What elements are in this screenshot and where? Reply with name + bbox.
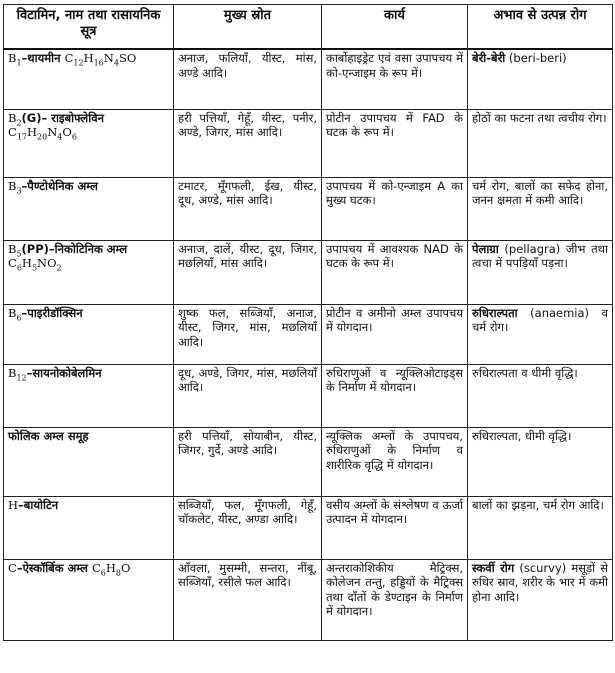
- disease-description: चर्म रोग, बालों का सफेद होना, जनन क्षमता में कमी आदि।: [472, 178, 608, 207]
- vitamin-name-cell: [4, 496, 174, 559]
- source-cell: शुष्क फल, सब्जियाँ, अनाज, यीस्ट, जिगर, मांस, मछलियाँ आदि।: [174, 304, 322, 364]
- vitamin-subscript: 2: [16, 117, 22, 127]
- function-cell: उपापचय में आवश्यक NAD के घटक के रूप में।: [322, 240, 468, 304]
- formula-subscript: 6: [100, 567, 106, 577]
- function-cell: अन्तराकोशिकीय मैट्रिक्स, कोलेजन तन्तु, हड्डियों के मैट्रिक्स तथा दाँतों के डेण्टाइन के निर्माण में योगदान।: [322, 559, 468, 640]
- formula-subscript: 5: [31, 263, 38, 273]
- vitamin-letter: C: [8, 560, 17, 575]
- table-row: [4, 240, 613, 304]
- formula-subscript: 6: [71, 132, 77, 142]
- function-cell: कार्बोहाइड्रेट एवं वसा उपापचय में को-एन्जाइम के रूप में।: [322, 49, 468, 109]
- vitamin-name-cell: [4, 109, 174, 177]
- vitamin-name: –ऐस्कॉर्बिक अम्ल: [16, 560, 88, 575]
- disease-description: (pellagra) जीभ तथा त्वचा में पपड़ियाँ पड़ना।: [472, 241, 608, 270]
- deficiency-cell: [468, 240, 613, 304]
- formula-element: O: [62, 125, 72, 139]
- vitamin-letter: B: [8, 178, 17, 193]
- vitamin-name-cell: [4, 559, 174, 640]
- table-row: [4, 49, 613, 109]
- formula-element: O: [121, 560, 131, 575]
- source-cell: अनाज, दालें, यीस्ट, दूध, जिगर, मछलियाँ, मांस आदि।: [174, 240, 322, 304]
- formula-element: H: [21, 256, 32, 270]
- formula-element: C: [91, 560, 101, 575]
- formula-subscript: 4: [113, 58, 119, 68]
- disease-description: बालों का झड़ना, चर्म रोग आदि।: [472, 497, 604, 512]
- formula-subscript: 4: [57, 132, 63, 142]
- disease-description: रुधिराल्पता, धीमी वृद्धि।: [472, 428, 572, 443]
- vitamin-table: [3, 4, 613, 641]
- deficiency-cell: [468, 177, 613, 240]
- disease-name: बेरी-बेरी: [472, 51, 506, 65]
- formula-subscript: 17: [16, 132, 27, 142]
- disease-description: होठों का फटना तथा त्वचीय रोग।: [472, 110, 607, 125]
- deficiency-cell: [468, 364, 613, 427]
- vitamin-name-cell: [4, 49, 174, 109]
- vitamin-name-cell: [4, 240, 174, 304]
- formula-subscript: 2: [56, 263, 62, 273]
- vitamin-name: –पाइरीडॉक्सिन: [21, 305, 83, 320]
- formula-subscript: 16: [93, 58, 104, 68]
- source-cell: अनाज, फलियाँ, यीस्ट, मांस, अण्डे आदि।: [174, 49, 322, 109]
- chemical-formula: [92, 561, 130, 575]
- formula-subscript: 6: [16, 263, 22, 273]
- table-row: [4, 496, 613, 559]
- formula-element: SO: [118, 51, 137, 65]
- vitamin-letter: H: [8, 497, 19, 512]
- vitamin-name: फोलिक अम्ल समूह: [8, 428, 89, 443]
- table-row: [4, 427, 613, 496]
- table-row: [4, 109, 613, 177]
- vitamin-subscript: 1: [16, 58, 22, 68]
- source-cell: सब्जियाँ, फल, मूँगफली, गेहूँ, चॉकलेट, यीस्ट, अण्डा आदि।: [174, 496, 322, 559]
- header-vitamin: विटामिन, नाम तथा रासायनिक सूत्र: [4, 5, 174, 50]
- source-cell: हरी पत्तियाँ, सोयाबीन, यीस्ट, जिगर, गुर्दे, अण्डे आदि।: [174, 427, 322, 496]
- header-function: कार्य: [322, 5, 468, 50]
- chemical-formula: [64, 51, 137, 68]
- deficiency-cell: [468, 49, 613, 109]
- formula-element: H: [27, 125, 38, 139]
- vitamin-name: –पैण्टोथेनिक अम्ल: [21, 178, 98, 193]
- vitamin-subscript: 3: [16, 185, 22, 195]
- formula-subscript: 12: [73, 58, 84, 68]
- vitamin-letter: B: [8, 365, 17, 380]
- vitamin-letter: B: [8, 305, 17, 320]
- source-cell: आँवला, मुसम्मी, सन्तरा, नींबू, सब्जियाँ, रसीले फल आदि।: [174, 559, 322, 640]
- disease-description: (scurvy) मसूड़ों से रुधिर स्राव, शरीर के भार में कमी होना आदि।: [472, 560, 608, 604]
- vitamin-letter: B: [8, 241, 17, 256]
- deficiency-cell: [468, 109, 613, 177]
- function-cell: प्रोटीन उपापचय में FAD के घटक के रूप में।: [322, 109, 468, 177]
- vitamin-name: (G)– राइबोफ्लेविन: [21, 110, 104, 125]
- source-cell: टमाटर, मूँगफली, ईख, यीस्ट, दूध, अण्डे, मांस आदि।: [174, 177, 322, 240]
- formula-element: C: [64, 51, 74, 65]
- formula-element: NO: [37, 256, 57, 270]
- table-body: [4, 49, 613, 640]
- table-row: [4, 177, 613, 240]
- vitamin-subscript: 12: [16, 372, 27, 382]
- deficiency-cell: [468, 559, 613, 640]
- function-cell: रुधिराणुओं व न्यूक्लिओटाइड्स के निर्माण में योगदान।: [322, 364, 468, 427]
- vitamin-subscript: 5: [16, 248, 22, 258]
- vitamin-name-cell: [4, 304, 174, 364]
- disease-name: रुधिराल्पता: [472, 305, 518, 320]
- vitamin-name: –थायमीन: [21, 51, 61, 65]
- function-cell: न्यूक्लिक अम्लों के उपापचय, रुधिराणुओं के निर्माण व शारीरिक वृद्धि में योगदान।: [322, 427, 468, 496]
- formula-element: N: [103, 51, 114, 65]
- vitamin-name-cell: [4, 427, 174, 496]
- vitamin-name-cell: [4, 177, 174, 240]
- function-cell: प्रोटीन व अमीनो अम्ल उपापचय में योगदान।: [322, 304, 468, 364]
- vitamin-name-cell: [4, 364, 174, 427]
- header-deficiency: अभाव से उत्पन्न रोग: [468, 5, 613, 50]
- chemical-formula: [8, 256, 62, 273]
- deficiency-cell: [468, 427, 613, 496]
- formula-element: H: [83, 51, 94, 65]
- table-row: [4, 559, 613, 640]
- disease-description: रुधिराल्पता व धीमी वृद्धि।: [472, 365, 578, 380]
- formula-subscript: 20: [37, 132, 48, 142]
- vitamin-letter: B: [8, 51, 17, 65]
- table-header-row: [4, 5, 613, 50]
- vitamin-subscript: 6: [16, 312, 22, 322]
- formula-element: N: [47, 125, 58, 139]
- vitamin-letter: B: [8, 110, 17, 125]
- deficiency-cell: [468, 304, 613, 364]
- source-cell: हरी पत्तियाँ, गेहूँ, यीस्ट, पनीर, अण्डे, जिगर, मांस आदि।: [174, 109, 322, 177]
- header-source: मुख्य स्रोत: [174, 5, 322, 50]
- vitamin-name: (PP)–निकोटिनिक अम्ल: [21, 241, 128, 256]
- disease-name: पेलाग्रा: [472, 241, 499, 256]
- function-cell: उपापचय में को-एन्जाइम A का मुख्य घटक।: [322, 177, 468, 240]
- chemical-formula: [8, 125, 77, 142]
- vitamin-name: –सायनोकोबेलमिन: [26, 365, 102, 380]
- vitamin-name: –बायोटिन: [18, 497, 59, 512]
- disease-description: (anaemia) व चर्म रोग।: [472, 305, 608, 334]
- disease-name: स्कर्वी रोग: [472, 560, 515, 575]
- formula-subscript: 8: [115, 567, 122, 577]
- deficiency-cell: [468, 496, 613, 559]
- formula-element: C: [8, 125, 17, 139]
- formula-element: C: [8, 256, 17, 270]
- formula-element: H: [105, 560, 116, 575]
- source-cell: दूध, अण्डे, जिगर, मांस, मछलियाँ आदि।: [174, 364, 322, 427]
- disease-description: (beri-beri): [505, 51, 567, 65]
- table-row: [4, 304, 613, 364]
- function-cell: वसीय अम्लों के संश्लेषण व ऊर्जा उत्पादन में योगदान।: [322, 496, 468, 559]
- table-row: [4, 364, 613, 427]
